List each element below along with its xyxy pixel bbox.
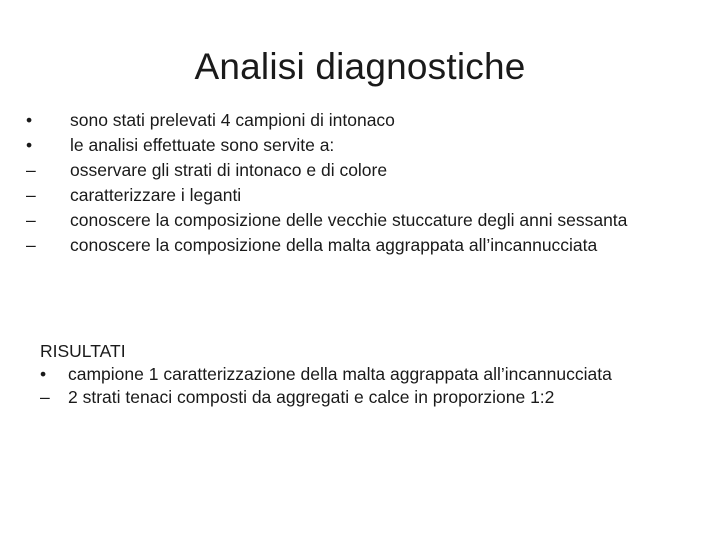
list-item-text: caratterizzare i leganti: [70, 185, 242, 205]
list-item: [26, 183, 706, 208]
list-item-text: osservare gli strati di intonaco e di colore: [70, 160, 388, 180]
list-item-text: sono stati prelevati 4 campioni di intonaco: [70, 110, 395, 130]
list-item: [26, 233, 706, 258]
list-item-text: le analisi effettuate sono servite a:: [70, 135, 335, 155]
list-item: [26, 158, 706, 183]
bullet-marker: •: [40, 364, 47, 384]
bullet-marker: •: [26, 110, 33, 130]
results-section: [40, 340, 700, 409]
list-item: [40, 363, 700, 386]
list-item-text: 2 strati tenaci composti da aggregati e calce in proporzione 1:2: [68, 387, 555, 407]
dash-marker: –: [40, 387, 50, 407]
slide-title: Analisi diagnostiche: [194, 46, 526, 87]
list-item-text: conoscere la composizione delle vecchie stuccature degli anni sessanta: [70, 210, 628, 230]
list-item: [26, 208, 706, 233]
dash-marker: –: [26, 235, 36, 255]
dash-marker: –: [26, 210, 36, 230]
dash-marker: –: [26, 185, 36, 205]
bullet-list: [26, 108, 706, 258]
bullet-marker: •: [26, 135, 33, 155]
results-list: [40, 363, 700, 409]
list-item-text: campione 1 caratterizzazione della malta aggrappata all’incannucciata: [68, 364, 612, 384]
dash-marker: –: [26, 160, 36, 180]
list-item: [40, 386, 700, 409]
results-heading: RISULTATI: [40, 341, 126, 361]
list-item: [26, 133, 706, 158]
list-item: [26, 108, 706, 133]
list-item-text: conoscere la composizione della malta aggrappata all’incannucciata: [70, 235, 598, 255]
